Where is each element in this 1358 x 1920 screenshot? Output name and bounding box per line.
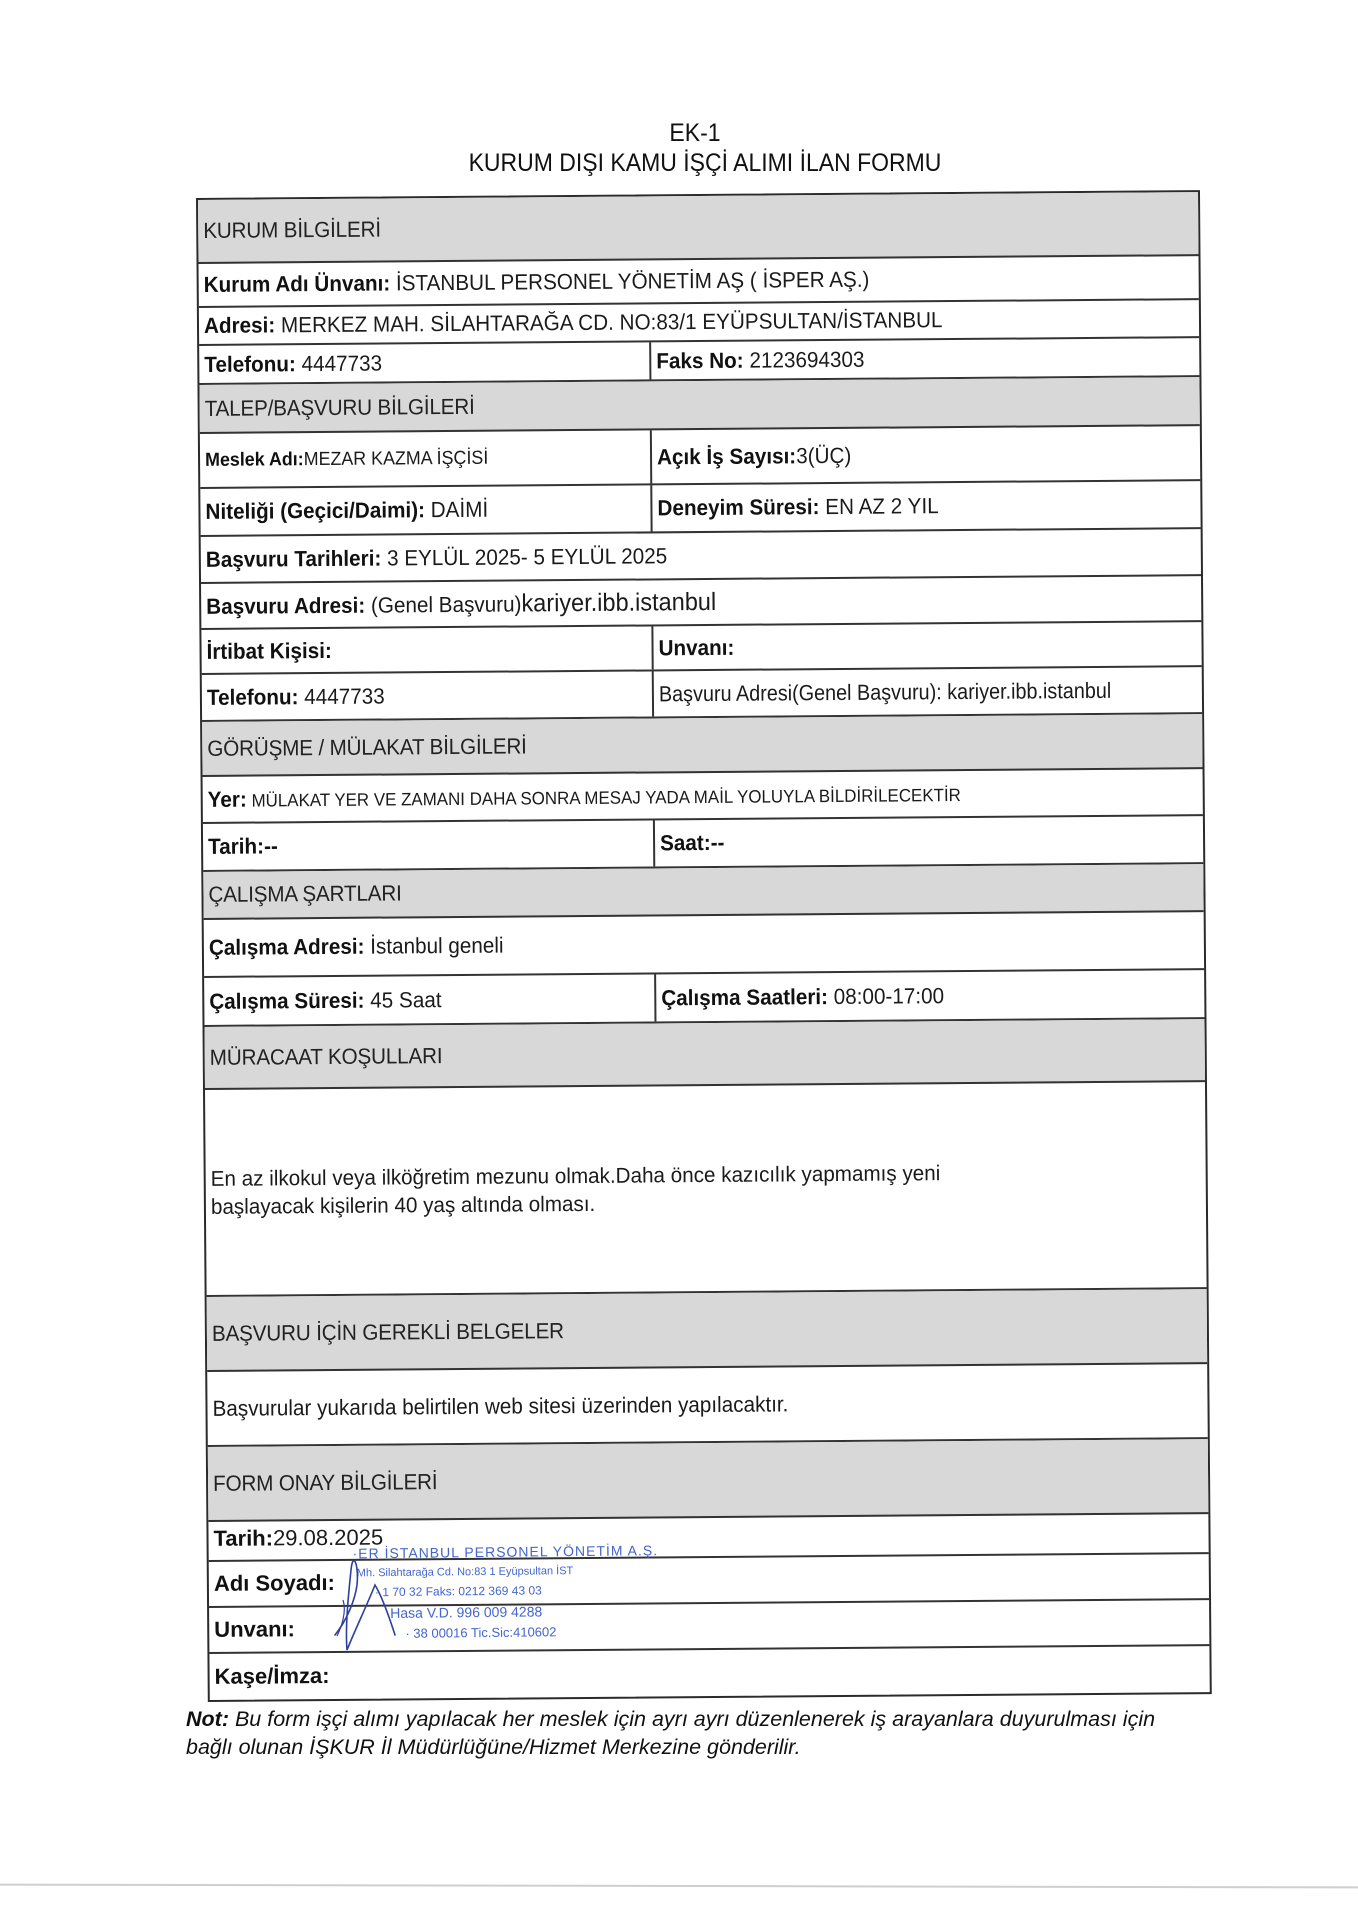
field-label: Başvuru Adresi: [206,592,366,619]
row-onay-kase-imza [209,1646,1209,1700]
work-hours: 08:00-17:00 [827,982,945,1009]
section-title: FORM ONAY BİLGİLERİ [212,1468,438,1496]
application-url-link[interactable]: kariyer.ibb.istanbul [521,587,717,617]
field-label: Telefonu: [204,350,296,377]
annex-label: EK-1 [669,119,721,147]
note-text: Bu form işçi alımı yapılacak her meslek için ayrı ayrı düzenlenerek iş arayanlara duyurulması için bağlı olunan İŞKUR İl Müdürlüğüne/Hizmet Merkezine gönderilir. [186,1707,1156,1759]
stamp-line: Hasa V.D. 996 009 4288 [390,1603,543,1621]
row-muracaat-text [205,1082,1207,1297]
field-label: Tarih: [207,833,265,859]
section-gerekli-belgeler [207,1289,1208,1372]
row-belgeler-text [207,1364,1208,1447]
required-documents-text: Başvurular yukarıda belirtilen web sitesi üzerinden yapılacaktır. [212,1390,789,1421]
row-basvuru-tarihleri [201,529,1201,584]
section-title: TALEP/BAŞVURU BİLGİLERİ [204,393,475,421]
work-duration: 45 Saat [364,986,442,1013]
field-label: Çalışma Süresi: [209,987,365,1014]
profession-value: MEZAR KAZMA İŞÇİSİ [303,447,489,470]
institution-address: MERKEZ MAH. SİLAHTARAĞA CD. NO:83/1 EYÜPSULTAN/İSTANBUL [275,307,943,338]
field-label: İrtibat Kişisi: [206,637,332,664]
section-muracaat-kosullari [205,1019,1205,1090]
field-label: Yer: [207,786,247,812]
field-label: Adı Soyadı: [213,1569,335,1596]
contact-application-address: Başvuru Adresi(Genel Başvuru): kariyer.ibb.istanbul [658,677,1112,706]
institution-name: İSTANBUL PERSONEL YÖNETİM AŞ ( İSPER AŞ.) [390,266,870,296]
section-title: GÖRÜŞME / MÜLAKAT BİLGİLERİ [207,732,527,761]
approval-date: 29.08.2025 [272,1524,384,1551]
section-kurum-bilgileri [198,192,1198,264]
field-label: Deneyim Süresi: [657,494,820,521]
field-label: Kaşe/İmza: [214,1662,330,1689]
row-basvuru-adresi [201,576,1201,630]
openings-value: 3(ÜÇ) [796,442,852,468]
section-talep-basvuru [199,377,1199,434]
row-kurum-adi [199,256,1199,308]
field-label: Unvanı: [658,634,735,660]
field-label: Çalışma Adresi: [208,933,365,960]
section-title: KURUM BİLGİLERİ [203,216,381,243]
field-label: Çalışma Saatleri: [661,983,829,1010]
field-label: Adresi: [203,312,276,338]
institution-phone: 4447733 [295,350,383,376]
section-gorusme-mulakat [202,714,1202,777]
section-title: ÇALIŞMA ŞARTLARI [208,880,402,907]
stamp-line: Mh. Silahtarağa Cd. No:83 1 Eyüpsultan İST [356,1565,574,1580]
stamp-line: · 1 70 32 Faks: 0212 369 43 03 [374,1583,542,1600]
row-calisma-adresi [204,912,1204,978]
field-label: Faks No: [656,347,744,373]
row-irtibat [201,622,1201,675]
section-title: MÜRACAAT KOŞULLARI [209,1042,443,1070]
field-label: Tarih: [213,1525,274,1551]
nature-value: DAİMİ [424,496,489,523]
note-label: Not: [186,1707,229,1731]
stamp-line: · 38 00016 Tic.Sic:410602 [405,1624,557,1641]
section-calisma-sartlari [203,864,1203,920]
row-tarih-saat [203,816,1203,872]
interview-time: -- [710,829,725,855]
field-label: Niteliği (Geçici/Daimi): [205,497,426,524]
row-nitelik [200,481,1200,537]
row-onay-adi-soyadi [209,1554,1209,1608]
field-label: Kurum Adı Ünvanı: [203,270,391,297]
document-header [0,118,1358,178]
form-table [196,190,1212,1702]
row-onay-unvani [209,1600,1209,1654]
field-label: Açık İş Sayısı: [656,442,797,469]
interview-place: MÜLAKAT YER VE ZAMANI DAHA SONRA MESAJ YADA MAİL YOLUYLA BİLDİRİLECEKTİR [246,784,961,811]
field-label: Telefonu: [206,683,299,710]
section-form-onay [208,1439,1209,1522]
field-label: Başvuru Tarihleri: [205,545,382,572]
row-irtibat-telefon [202,667,1202,722]
row-calisma-suresi [204,970,1204,1027]
stamp-line: ·ER İSTANBUL PERSONEL YÖNETİM A.Ş. [352,1542,659,1562]
contact-phone: 4447733 [298,683,385,709]
application-conditions: En az ilkokul veya ilköğretim mezunu olmak.Daha önce kazıcılık yapmamış yeni başlayacak kişilerin 40 yaş altında olması. [210,1160,941,1219]
section-title: BAŞVURU İÇİN GEREKLİ BELGELER [211,1317,564,1346]
row-meslek [200,426,1200,489]
field-label: Meslek Adı: [204,448,304,471]
experience-value: EN AZ 2 YIL [819,493,939,520]
field-label: Saat: [659,829,711,856]
field-label: Unvanı: [214,1616,296,1642]
interview-date: -- [263,833,278,859]
page-bottom-rule [0,1884,1358,1889]
application-dates: 3 EYLÜL 2025- 5 EYLÜL 2025 [381,542,668,571]
footnote [186,1705,1186,1761]
form-title: KURUM DIŞI KAMU İŞÇİ ALIMI İLAN FORMU [468,149,942,177]
row-yer [203,769,1203,824]
work-address: İstanbul geneli [364,932,504,959]
institution-fax: 2123694303 [743,346,865,373]
application-address-prefix: (Genel Başvuru) [365,590,522,618]
